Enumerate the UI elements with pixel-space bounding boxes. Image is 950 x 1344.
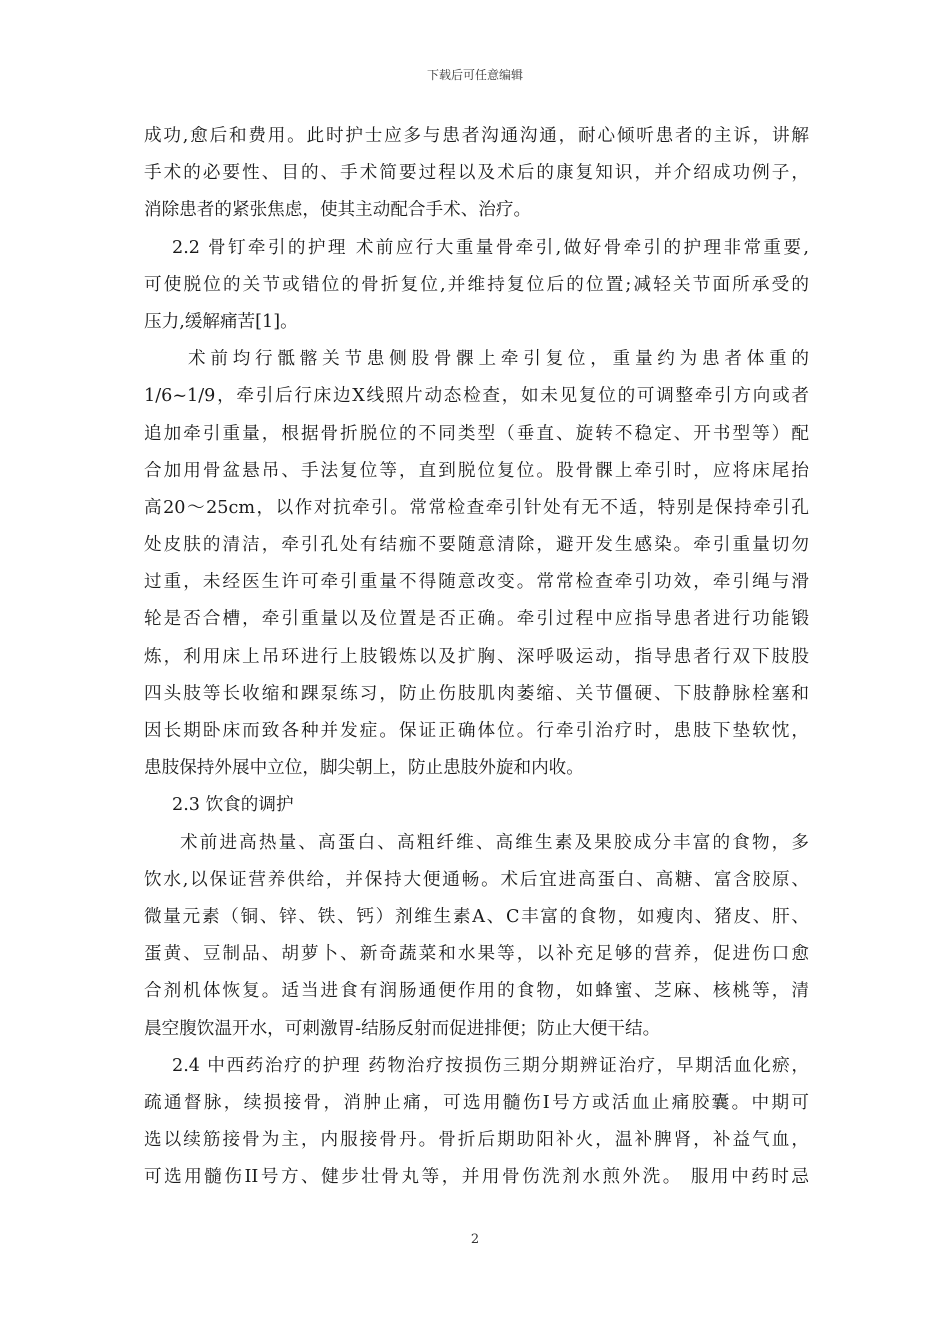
text-line: 1/6~1/9，牵引后行床边X线照片动态检查，如未见复位的可调整牵引方向或者 xyxy=(144,386,809,407)
text-line: 过重，未经医生许可牵引重量不得随意改变。常常检查牵引功效，牵引绳与滑 xyxy=(144,572,809,593)
text-line: 处皮肤的清洁，牵引孔处有结痂不要随意清除，避开发生感染。牵引重量切勿 xyxy=(144,535,809,556)
text-line: 饮水,以保证营养供给，并保持大便通畅。术后宜进高蛋白、高糖、富含胶原、 xyxy=(144,869,809,890)
text-line: 术前进高热量、高蛋白、高粗纤维、高维生素及果胶成分丰富的食物，多 xyxy=(180,832,809,853)
text-line: 微量元素（铜、锌、铁、钙）剂维生素A、C丰富的食物，如瘦肉、猪皮、肝、 xyxy=(144,906,809,927)
text-line: 合剂机体恢复。适当进食有润肠通便作用的食物，如蜂蜜、芝麻、核桃等，清 xyxy=(144,981,809,1002)
text-line: 2.4 中西药治疗的护理 药物治疗按损伤三期分期辨证治疗，早期活血化瘀， xyxy=(172,1055,809,1076)
text-line: 消除患者的紧张焦虑，使其主动配合手术、治疗。 xyxy=(144,200,532,221)
text-line: 因长期卧床而致各种并发症。保证正确体位。行牵引治疗时，患肢下垫软忱， xyxy=(144,721,809,741)
text-line: 2.3 饮食的调护 xyxy=(172,795,294,816)
text-line: 轮是否合槽，牵引重量以及位置是否正确。牵引过程中应指导患者进行功能锻 xyxy=(144,609,809,630)
text-line: 四头肢等长收缩和踝泵练习，防止伤肢肌肉萎缩、关节僵硬、下肢静脉栓塞和 xyxy=(144,683,809,704)
text-line: 追加牵引重量，根据骨折脱位的不同类型（垂直、旋转不稳定、开书型等）配 xyxy=(144,423,809,444)
text-line: 炼，利用床上吊环进行上肢锻炼以及扩胸、深呼吸运动，指导患者行双下肢股 xyxy=(144,646,809,667)
text-line: 合加用骨盆悬吊、手法复位等，直到脱位复位。股骨髁上牵引时，应将床尾抬 xyxy=(144,460,809,481)
text-line: 2.2 骨钉牵引的护理 术前应行大重量骨牵引,做好骨牵引的护理非常重要, xyxy=(172,237,809,258)
text-line: 可选用髓伤II号方、健步壮骨丸等，并用骨伤洗剂水煎外洗。 服用中药时忌 xyxy=(144,1167,809,1188)
text-line: 压力,缓解痛苦[1]。 xyxy=(144,311,298,332)
text-line: 术前均行骶髂关节患侧股骨髁上牵引复位，重量约为患者体重的 xyxy=(188,349,809,370)
page-header: 下载后可任意编辑 xyxy=(426,68,523,82)
text-line: 可使脱位的关节或错位的骨折复位,并维持复位后的位置;减轻关节面所承受的 xyxy=(144,274,809,295)
document-body xyxy=(144,118,809,1196)
text-line: 高20～25cm，以作对抗牵引。常常检查牵引针处有无不适，特别是保持牵引孔 xyxy=(144,497,809,518)
text-line: 手术的必要性、目的、手术简要过程以及术后的康复知识，并介绍成功例子， xyxy=(144,163,809,184)
text-line: 成功,愈后和费用。此时护士应多与患者沟通沟通，耐心倾听患者的主诉，讲解 xyxy=(144,126,809,146)
text-line: 疏通督脉，续损接骨，消肿止痛，可选用髓伤I号方或活血止痛胶囊。中期可 xyxy=(144,1092,809,1113)
text-line: 蛋黄、豆制品、胡萝卜、新奇蔬菜和水果等，以补充足够的营养，促进伤口愈 xyxy=(144,944,809,965)
text-line: 选以续筋接骨为主，内服接骨丹。骨折后期助阳补火，温补脾肾，补益气血， xyxy=(144,1130,809,1151)
text-line: 晨空腹饮温开水，可刺激胃-结肠反射而促进排便；防止大便干结。 xyxy=(144,1018,661,1039)
text-line: 患肢保持外展中立位，脚尖朝上，防止患肢外旋和内收。 xyxy=(144,758,584,779)
page-number: 2 xyxy=(470,1232,480,1247)
